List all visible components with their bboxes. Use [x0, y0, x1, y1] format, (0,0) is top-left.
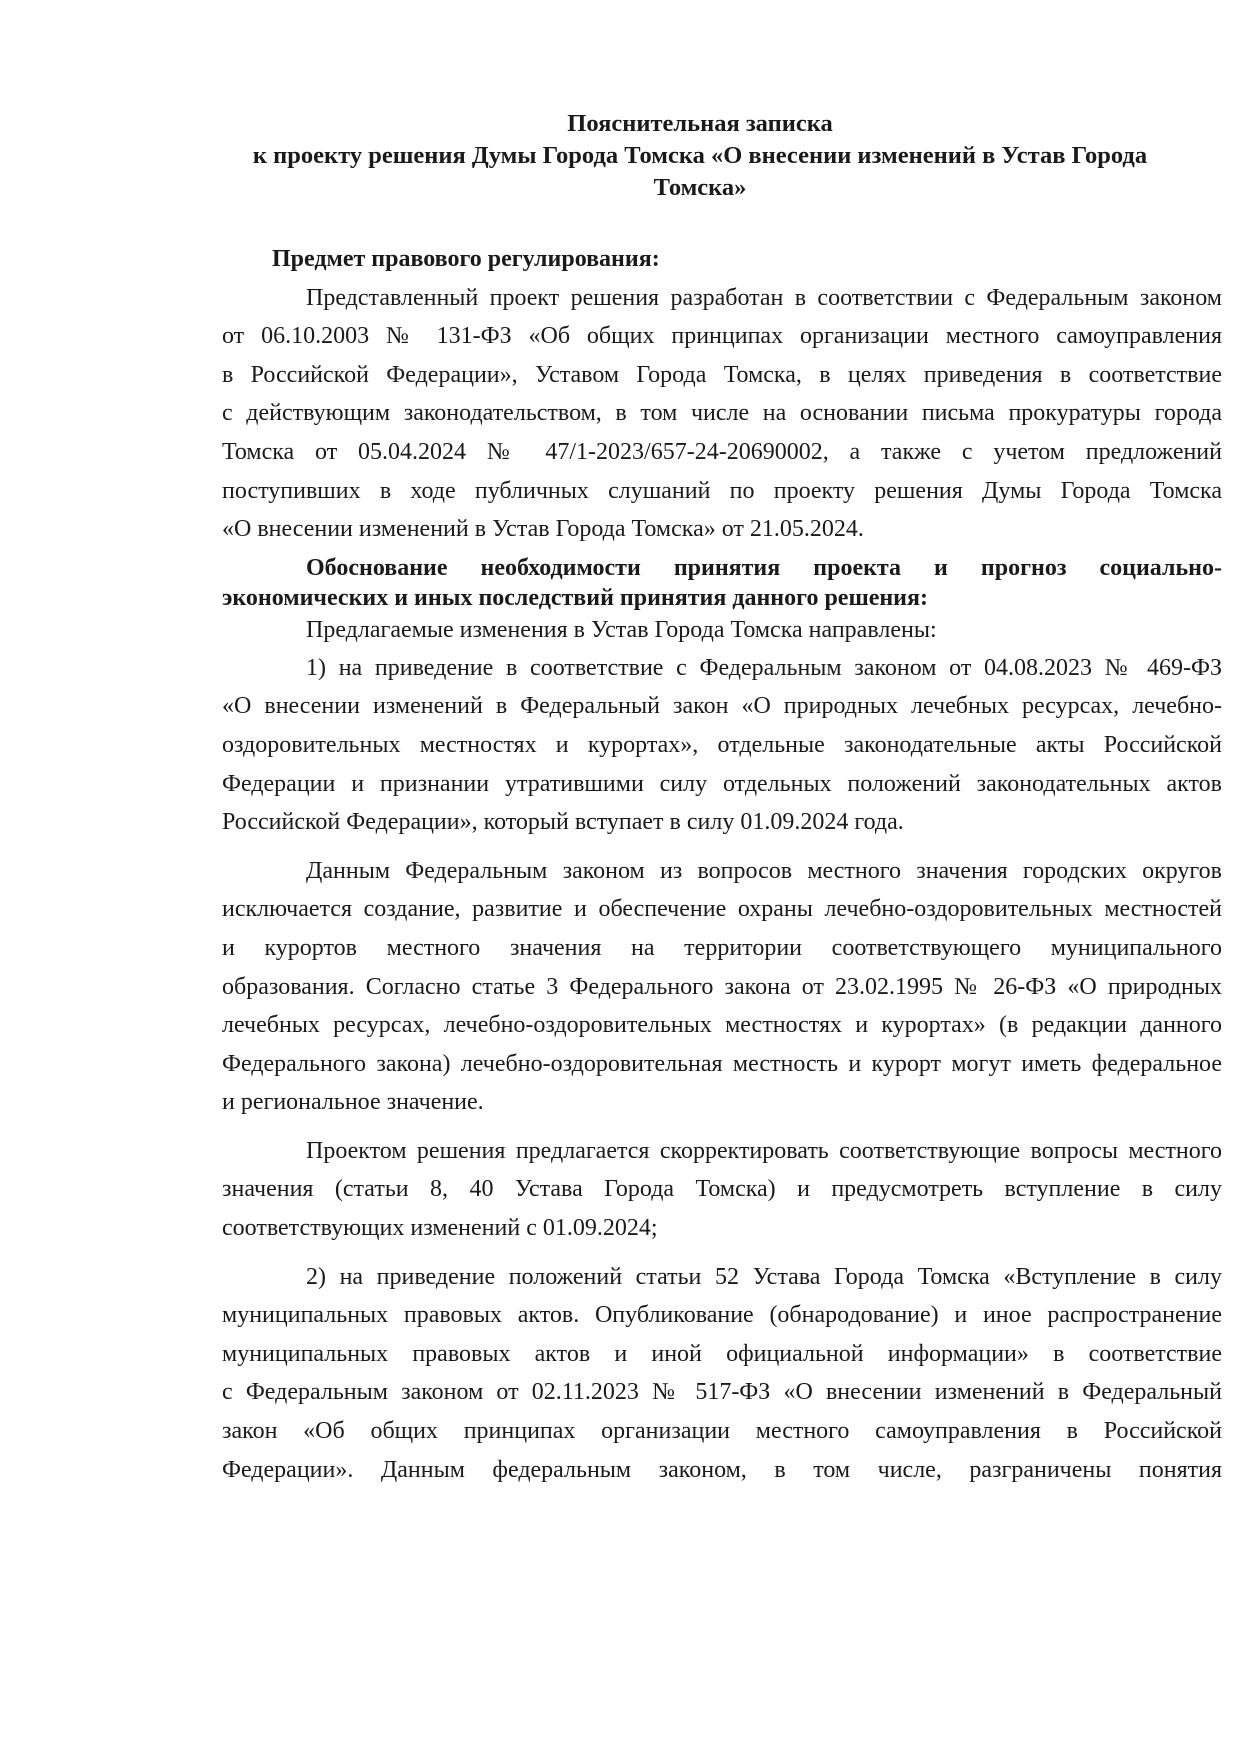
paragraph-3-line: значения (статьи 8, 40 Устава Города Томска) и предусмотреть вступление в силу — [222, 1176, 1222, 1203]
paragraph-2-line: образования. Согласно статье 3 Федерального закона от 23.02.1995 № 26-ФЗ «О природных — [222, 973, 1222, 1000]
paragraph-2-line: исключается создание, развитие и обеспечение охраны лечебно-оздоровительных местностей — [222, 896, 1222, 923]
item-1-line: 1) на приведение в соответствие с Федеральным законом от 04.08.2023 № 469-ФЗ — [306, 654, 1222, 681]
document-body — [222, 240, 1222, 1489]
item-1-line: оздоровительных местностях и курортах», отдельные законодательные акты Российской — [222, 731, 1222, 758]
paragraph-2-line: Данным Федеральным законом из вопросов местного значения городских округов — [306, 857, 1222, 884]
title-line-2: к проекту решения Думы Города Томска «О внесении изменений в Устав Города — [252, 142, 1148, 169]
item-2-line: Федерации». Данным федеральным законом, в том числе, разграничены понятия — [222, 1456, 1222, 1483]
paragraph-line: поступивших в ходе публичных слушаний по проекту решения Думы Города Томска — [222, 477, 1222, 504]
paragraph-line: «О внесении изменений в Устав Города Томска» от 21.05.2024. — [222, 516, 864, 543]
paragraph-2-line: и курортов местного значения на территории соответствующего муниципального — [222, 934, 1222, 961]
item-2-line: 2) на приведение положений статьи 52 Устава Города Томска «Вступление в силу — [306, 1263, 1222, 1290]
item-1-line: «О внесении изменений в Федеральный закон «О природных лечебных ресурсах, лечебно- — [222, 693, 1222, 720]
paragraph-3-line: соответствующих изменений с 01.09.2024; — [222, 1215, 658, 1242]
paragraph-line: от 06.10.2003 № 131-ФЗ «Об общих принципах организации местного самоуправления — [222, 323, 1222, 350]
intro-line: Предлагаемые изменения в Устав Города Томска направлены: — [306, 616, 937, 643]
item-2-line: муниципальных правовых актов. Опубликование (обнародование) и иное распространение — [222, 1302, 1222, 1329]
paragraph-2-line: Федерального закона) лечебно-оздоровительная местность и курорт могут иметь федеральное — [222, 1050, 1222, 1077]
title-line-1: Пояснительная записка — [567, 110, 833, 137]
section-heading-justification-line-1: Обоснование необходимости принятия проекта и прогноз социально- — [306, 554, 1222, 581]
document-title — [200, 108, 1200, 204]
paragraph-line: с действующим законодательством, в том числе на основании письма прокуратуры города — [222, 400, 1222, 427]
paragraph-line: Представленный проект решения разработан в соответствии с Федеральным законом — [306, 284, 1222, 311]
paragraph-3-line: Проектом решения предлагается скорректировать соответствующие вопросы местного — [306, 1137, 1222, 1164]
item-1-line: Федерации и признании утратившими силу отдельных положений законодательных актов — [222, 770, 1222, 797]
paragraph-line: в Российской Федерации», Уставом Города Томска, в целях приведения в соответствие — [222, 361, 1222, 388]
paragraph-line: Томска от 05.04.2024 № 47/1-2023/657-24-20690002, а также с учетом предложений — [222, 438, 1222, 465]
title-line-3: Томска» — [653, 174, 747, 201]
item-2-line: муниципальных правовых актов и иной официальной информации» в соответствие — [222, 1340, 1222, 1367]
item-2-line: с Федеральным законом от 02.11.2023 № 517-ФЗ «О внесении изменений в Федеральный — [222, 1379, 1222, 1406]
item-1-line: Российской Федерации», который вступает в силу 01.09.2024 года. — [222, 809, 904, 836]
section-heading-justification-line-2: экономических и иных последствий принятия данного решения: — [222, 584, 928, 611]
section-heading-subject: Предмет правового регулирования: — [272, 246, 660, 272]
paragraph-2-line: и региональное значение. — [222, 1089, 484, 1116]
item-2-line: закон «Об общих принципах организации местного самоуправления в Российской — [222, 1418, 1222, 1445]
paragraph-2-line: лечебных ресурсах, лечебно-оздоровительных местностях и курортах» (в редакции данного — [222, 1012, 1222, 1039]
